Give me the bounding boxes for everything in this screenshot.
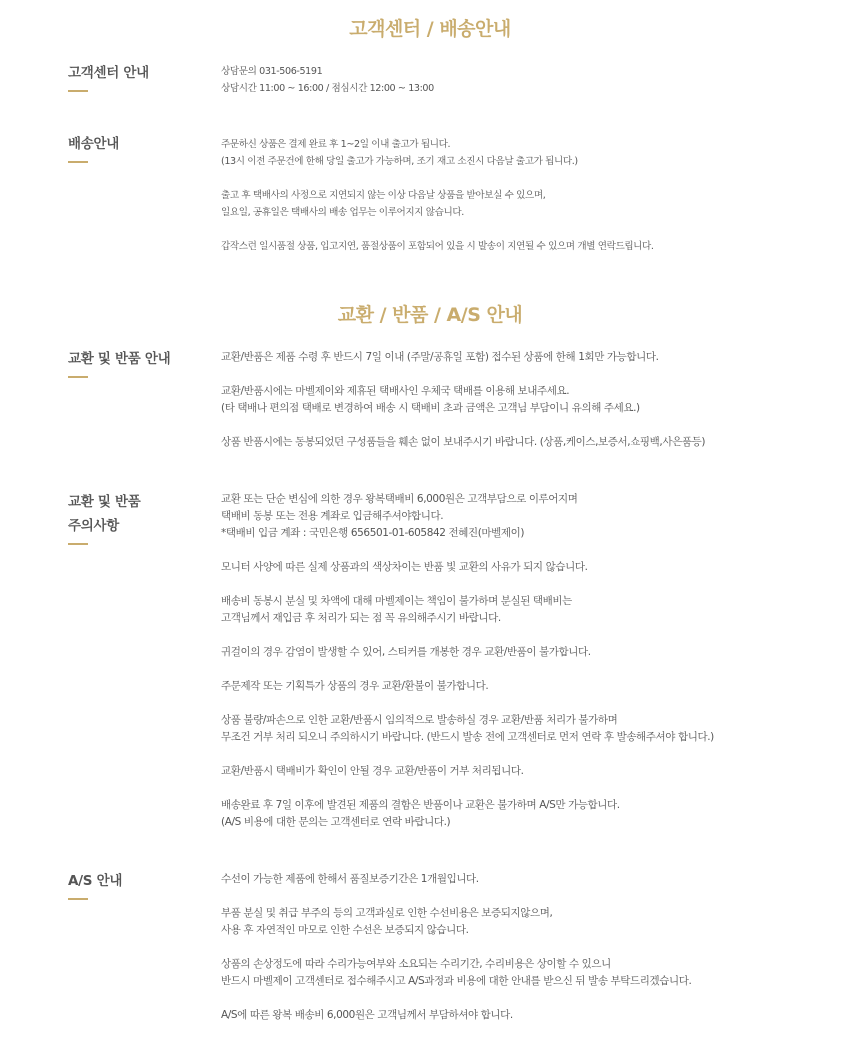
row-label-as xyxy=(68,869,122,893)
text-line: 고객님께서 재입금 후 처리가 되는 점 꼭 유의해주시기 바랍니다. xyxy=(221,612,501,624)
text-line: 일요일, 공휴일은 택배사의 배송 업무는 이루어지지 않습니다. xyxy=(221,207,464,218)
paragraph xyxy=(221,644,841,661)
text-line: 출고 후 택배사의 사정으로 지연되지 않는 이상 다음날 상품을 받아보실 수 있으며, xyxy=(221,190,546,201)
row-label-exchange-caution xyxy=(68,490,141,538)
text-line: 배송비 동봉시 분실 및 차액에 대해 마벨제이는 책임이 불가하며 분실된 택배비는 xyxy=(221,595,572,607)
paragraph xyxy=(221,559,841,576)
label-underline xyxy=(68,543,88,545)
text-line: 상담시간 11:00 ~ 16:00 / 점심시간 12:00 ~ 13:00 xyxy=(221,83,434,94)
paragraph xyxy=(221,238,841,255)
text-line: 배송완료 후 7일 이후에 발견된 제품의 결함은 반품이나 교환은 불가하며 A/S만 가능합니다. xyxy=(221,799,620,811)
text-line: 택배비 동봉 또는 전용 계좌로 입금해주셔야합니다. xyxy=(221,510,444,522)
row-content-exchange-caution xyxy=(221,491,841,831)
row-label-delivery xyxy=(68,132,119,156)
text-line: (타 택배나 편의점 택배로 변경하여 배송 시 택배비 초과 금액은 고객님 부담이니 유의해 주세요.) xyxy=(221,402,640,414)
paragraph xyxy=(221,491,841,542)
paragraph xyxy=(221,383,841,417)
label-underline xyxy=(68,898,88,900)
row-label-line: 교환 및 반품 안내 xyxy=(68,351,171,367)
paragraph xyxy=(221,1007,841,1024)
text-line: 교환 또는 단순 변심에 의한 경우 왕복택배비 6,000원은 고객부담으로 이루어지며 xyxy=(221,493,578,505)
text-line: 교환/반품시 택배비가 확인이 안될 경우 교환/반품이 거부 처리됩니다. xyxy=(221,765,524,777)
paragraph xyxy=(221,593,841,627)
text-line: 주문제작 또는 기획특가 상품의 경우 교환/환불이 불가합니다. xyxy=(221,680,489,692)
text-line: 교환/반품은 제품 수령 후 반드시 7일 이내 (주말/공휴일 포함) 접수된 상품에 한해 1회만 가능합니다. xyxy=(221,351,659,363)
paragraph xyxy=(221,797,841,831)
text-line: 상품의 손상정도에 따라 수리가능여부와 소요되는 수리기간, 수리비용은 상이할 수 있으니 xyxy=(221,958,611,970)
text-line: A/S에 따른 왕복 배송비 6,000원은 고객님께서 부담하셔야 합니다. xyxy=(221,1009,513,1021)
text-line: 사용 후 자연적인 마모로 인한 수선은 보증되지 않습니다. xyxy=(221,924,469,936)
text-line: 무조건 거부 처리 되오니 주의하시기 바랍니다. (반드시 발송 전에 고객센터로 먼저 연락 후 발송해주셔야 합니다.) xyxy=(221,731,714,743)
paragraph xyxy=(221,763,841,780)
paragraph xyxy=(221,871,841,888)
paragraph xyxy=(221,63,841,97)
section-title-exchange-return-as: 교환 / 반품 / A/S 안내 xyxy=(337,304,523,326)
text-line: 상품 불량/파손으로 인한 교환/반품시 임의적으로 발송하실 경우 교환/반품 처리가 불가하며 xyxy=(221,714,618,726)
paragraph xyxy=(221,187,841,221)
row-label-line: A/S 안내 xyxy=(68,873,123,889)
section-title-customer-delivery: 고객센터 / 배송안내 xyxy=(349,18,511,40)
text-line: 반드시 마벨제이 고객센터로 접수해주시고 A/S과정과 비용에 대한 안내를 받으신 뒤 발송 부탁드리겠습니다. xyxy=(221,975,692,987)
text-line: 갑작스런 일시품절 상품, 입고지연, 품절상품이 포함되어 있을 시 발송이 지연될 수 있으며 개별 연락드립니다. xyxy=(221,241,654,252)
label-underline xyxy=(68,90,88,92)
text-line: 수선이 가능한 제품에 한해서 품질보증기간은 1개월입니다. xyxy=(221,873,479,885)
text-line: 귀걸이의 경우 감염이 발생할 수 있어, 스티커를 개봉한 경우 교환/반품이 불가합니다. xyxy=(221,646,591,658)
row-label-line: 주의사항 xyxy=(68,518,119,534)
paragraph xyxy=(221,434,841,451)
text-line: *택배비 입금 계좌 : 국민은행 656501-01-605842 전혜진(마벨제이) xyxy=(221,527,525,539)
row-label-customer-center xyxy=(68,61,149,85)
paragraph xyxy=(221,956,841,990)
paragraph xyxy=(221,905,841,939)
row-content-customer-center xyxy=(221,63,841,97)
row-label-exchange-return xyxy=(68,347,170,371)
paragraph xyxy=(221,136,841,170)
text-line: 상담문의 031-506-5191 xyxy=(221,66,323,77)
label-underline xyxy=(68,376,88,378)
paragraph xyxy=(221,712,841,746)
text-line: 교환/반품시에는 마벨제이와 제휴된 택배사인 우체국 택배를 이용해 보내주세요. xyxy=(221,385,570,397)
text-line: (A/S 비용에 대한 문의는 고객센터로 연락 바랍니다.) xyxy=(221,816,451,828)
text-line: 주문하신 상품은 결제 완료 후 1~2일 이내 출고가 됩니다. xyxy=(221,139,451,150)
text-line: 모니터 사양에 따른 실제 상품과의 색상차이는 반품 빛 교환의 사유가 되지 않습니다. xyxy=(221,561,588,573)
text-line: (13시 이전 주문건에 한해 당일 출고가 가능하며, 조기 재고 소진시 다음날 출고가 됩니다.) xyxy=(221,156,578,167)
paragraph xyxy=(221,678,841,695)
row-label-line: 배송안내 xyxy=(68,136,119,152)
label-underline xyxy=(68,161,88,163)
row-label-line: 교환 및 반품 xyxy=(68,494,141,510)
row-content-exchange-return xyxy=(221,349,841,451)
row-content-delivery xyxy=(221,136,841,255)
text-line: 상품 반품시에는 동봉되었던 구성품들을 훼손 없이 보내주시기 바랍니다. (상품,케이스,보증서,쇼핑백,사은품등) xyxy=(221,436,706,448)
paragraph xyxy=(221,349,841,366)
row-content-as xyxy=(221,871,841,1024)
text-line: 부품 분실 및 취급 부주의 등의 고객과실로 인한 수선비용은 보증되지않으며, xyxy=(221,907,553,919)
row-label-line: 고객센터 안내 xyxy=(68,65,149,81)
